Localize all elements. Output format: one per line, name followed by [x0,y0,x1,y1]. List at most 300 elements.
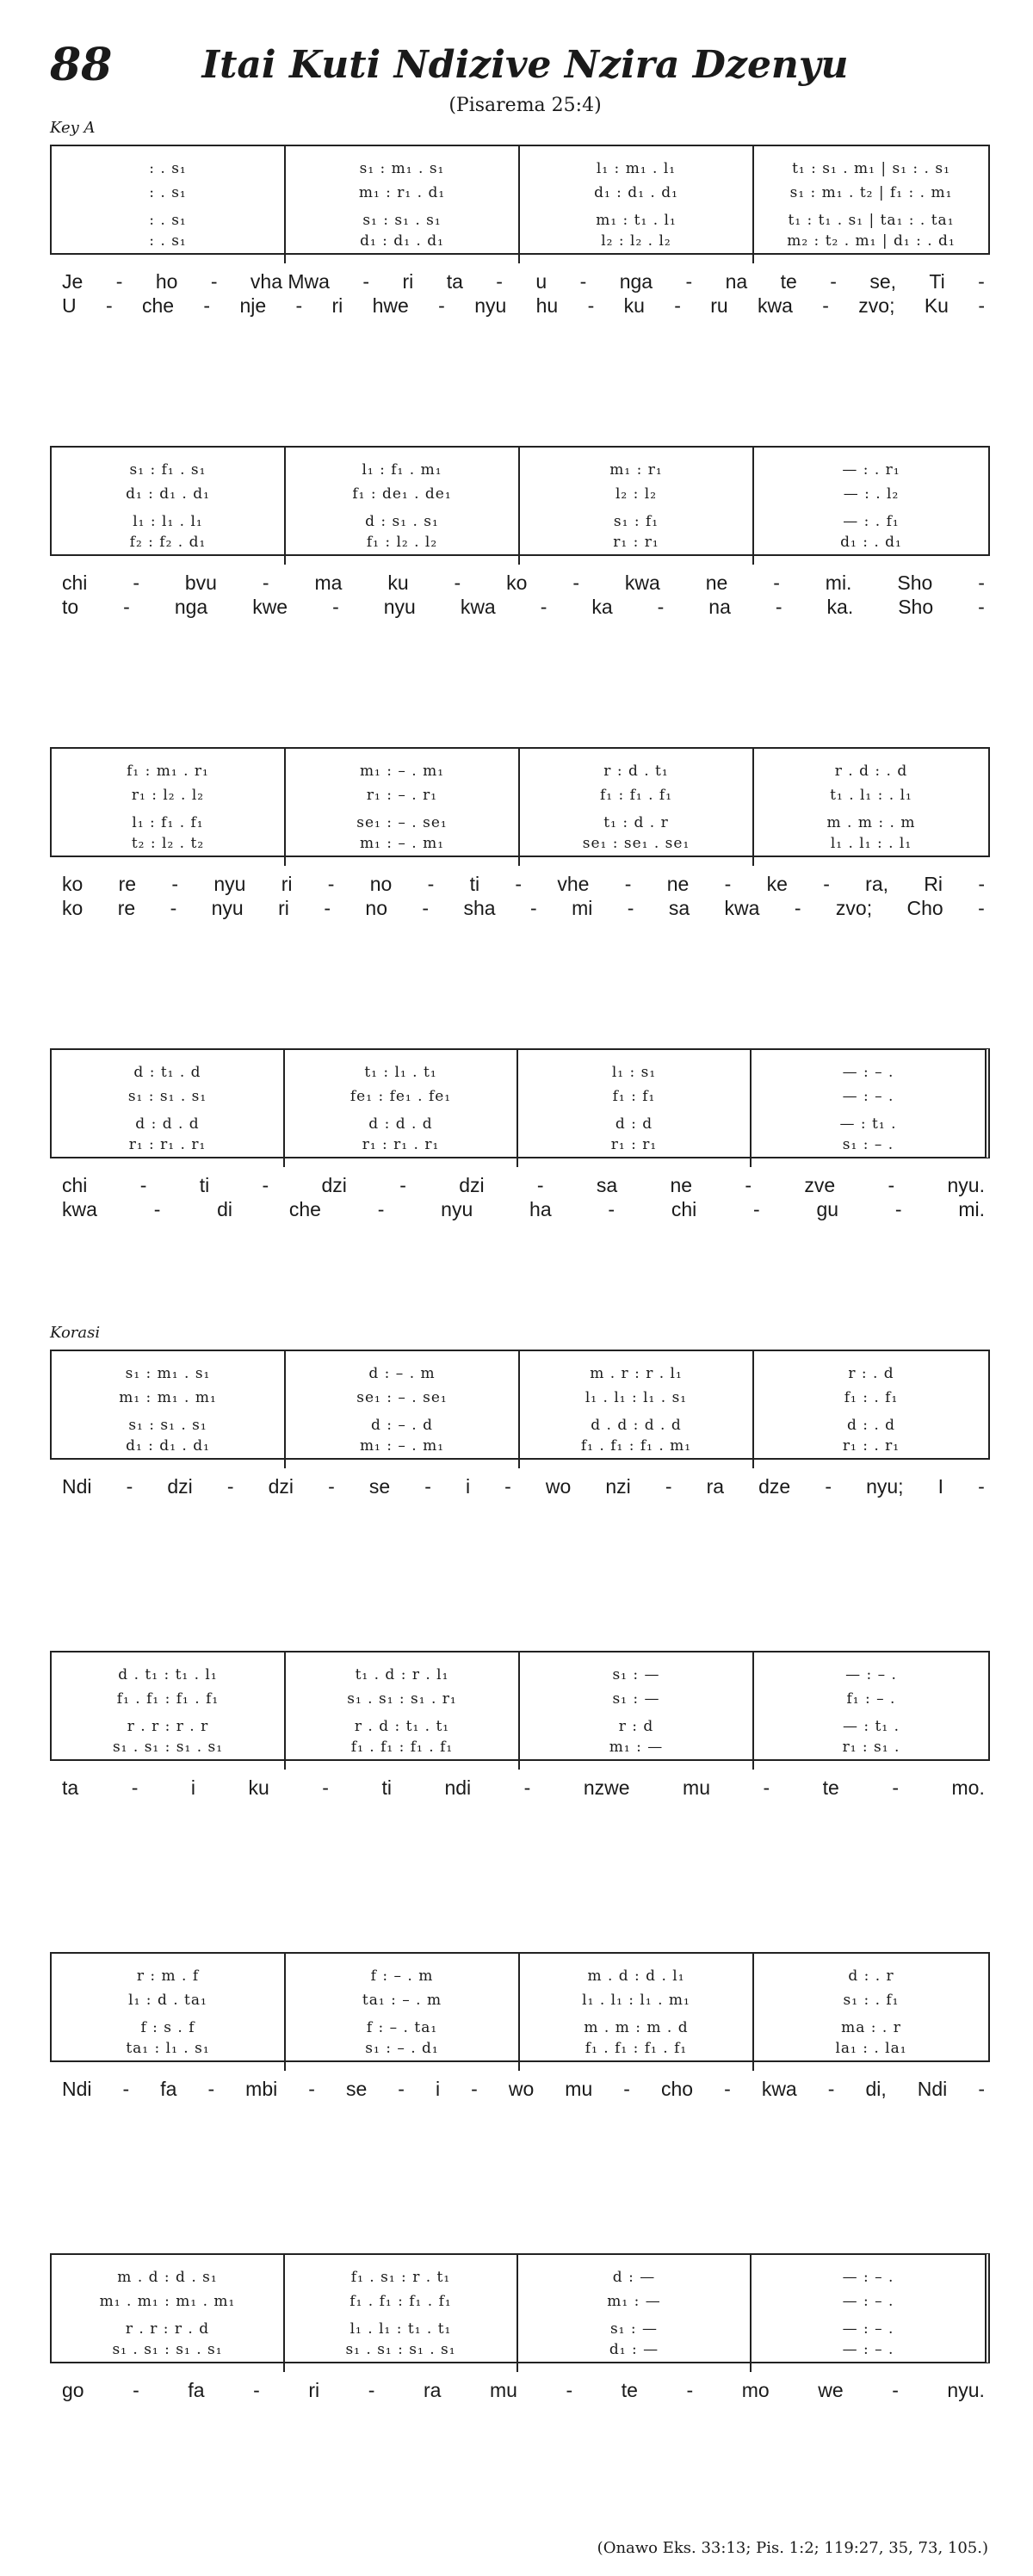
tonic-solfa-system [50,1952,990,2062]
voice-part: f₁ : f₁ [612,1088,656,1105]
voice-part: s₁ : m₁ . t₂ | f₁ : . m₁ [789,184,953,201]
lyric-line [62,1475,985,1498]
lyric-syllable: ke [766,873,788,895]
lyric-syllable: - [540,596,547,618]
lyric-syllable: ru [710,294,728,317]
lyric-syllable: - [892,1776,900,1799]
voice-part: d₁ : d₁ . d₁ [126,1437,210,1455]
lyric-syllable: ne [666,873,690,895]
lyric-syllable: - [471,2078,478,2100]
lyric-syllable: - [328,1475,335,1498]
voice-part: r₁ : r₁ . r₁ [128,1136,207,1153]
voice-part: s₁ : – . d₁ [365,2040,439,2057]
voice-part: f₁ . f₁ : f₁ . f₁ [116,1690,220,1708]
voice-part: l₂ : l₂ . l₂ [601,232,671,250]
lyric-syllable: - [253,2379,260,2401]
lyric-syllable: U [62,294,77,317]
lyric-syllable: cho [660,2078,694,2100]
lyric-syllable: Ndi [62,1475,92,1498]
voice-part: f₁ . f₁ : f₁ . m₁ [580,1437,692,1455]
lyric-syllable: - [523,1776,531,1799]
voice-part: s₁ : f₁ . s₁ [129,461,207,479]
voice-part: d : t₁ . d [133,1064,201,1081]
lyric-syllable: nyu [441,1198,473,1220]
voice-part: f : – . m [370,1968,434,1985]
lyric-syllable: - [153,1198,161,1220]
tonic-solfa-system [50,747,990,857]
voice-part: f₁ : . f₁ [844,1389,899,1406]
voice-part: m₁ : r₁ . d₁ [358,184,446,201]
lyric-syllable: ma [314,571,343,594]
lyric-syllable: ti [199,1174,210,1196]
lyric-syllable: - [579,270,587,293]
lyric-syllable: - [399,1174,406,1196]
measure [285,1050,518,1167]
lyric-syllable: ko [62,897,84,919]
lyric-syllable: che [141,294,175,317]
voice-part: f : – . ta₁ [366,2019,438,2036]
lyric-syllable: hu [535,294,559,317]
lyric-syllable: Cho [906,897,943,919]
lyric-syllable: ne [705,571,728,594]
scripture-references: (Onawo Eks. 33:13; Pis. 1:2; 119:27, 35, 73, 105.) [597,2539,988,2557]
measure [285,2255,518,2372]
lyric-syllable: ku [387,571,409,594]
lyric-syllable: nyu. [947,1174,985,1196]
voice-part: d : d . d [368,1115,433,1133]
voice-part: m₁ : t₁ . l₁ [596,212,677,229]
lyric-syllable: dzi [167,1475,193,1498]
voice-part: fe₁ : fe₁ . fe₁ [349,1088,452,1105]
lyric-syllable: - [773,571,780,594]
lyric-syllable: ko [506,571,528,594]
lyric-syllable: - [827,2078,835,2100]
lyric-syllable: - [105,294,113,317]
lyric-syllable: mi. [958,1198,985,1220]
lyric-syllable: nga [619,270,653,293]
voice-part: l₁ : s₁ [611,1064,657,1081]
voice-part: r₁ : . r₁ [842,1437,900,1455]
measure [286,749,520,866]
lyric-syllable: - [262,1174,269,1196]
voice-part: : . s₁ [149,232,187,250]
lyric-syllable: dze [758,1475,791,1498]
lyric-syllable: mo. [951,1776,985,1799]
key-label: Key A [50,119,96,137]
lyric-syllable: - [171,873,179,895]
tonic-solfa-system [50,1651,990,1761]
lyric-syllable: ri [331,294,343,317]
lyric-syllable: dzi [321,1174,347,1196]
voice-part: m₁ : – . m₁ [359,835,445,852]
lyric-line [62,2379,985,2402]
lyric-syllable: Ti [929,270,945,293]
voice-part: f₁ . f₁ : f₁ . f₁ [585,2040,688,2057]
voice-part: t₁ : d . r [603,814,669,831]
lyric-syllable: - [627,897,634,919]
lyric-syllable: - [133,2379,139,2401]
voice-part: r₁ : l₂ . l₂ [131,787,205,804]
voice-part: l₁ . l₁ : t₁ . t₁ [349,2320,452,2338]
lyric-syllable: - [529,897,537,919]
lyric-syllable: che [288,1198,321,1220]
lyric-syllable: dzi [459,1174,485,1196]
measure [286,448,520,565]
lyric-line [62,294,985,318]
lyric-syllable: i [465,1475,471,1498]
voice-part: d : – . m [368,1365,436,1382]
lyric-syllable: nyu [383,596,416,618]
lyric-syllable: - [324,897,331,919]
lyric-syllable: - [724,873,732,895]
voice-part: f : s . f [140,2019,195,2036]
lyric-syllable: ku [248,1776,269,1799]
lyric-syllable: - [624,873,632,895]
voice-part: ta₁ : l₁ . s₁ [126,2040,210,2057]
lyric-syllable: - [823,873,830,895]
lyric-syllable: - [327,873,335,895]
lyric-syllable: mu [683,1776,710,1799]
voice-part: — : – . [842,2341,894,2358]
lyric-syllable: - [368,2379,375,2401]
tonic-solfa-system [50,1350,990,1460]
voice-part: s₁ : s₁ . s₁ [362,212,442,229]
lyric-syllable: re [118,873,137,895]
lyric-syllable: - [978,294,985,317]
lyric-syllable: ri [281,873,293,895]
voice-part: : . s₁ [149,160,187,177]
lyric-syllable: ra [706,1475,725,1498]
lyric-syllable: mbi [245,2078,278,2100]
lyric-syllable: - [657,596,665,618]
measure [286,1954,520,2071]
voice-part: m₁ : – . m₁ [359,1437,445,1455]
lyric-syllable: - [674,294,681,317]
lyric-syllable: mo [741,2379,770,2401]
lyric-syllable: - [126,1475,133,1498]
voice-part: d . d : d . d [591,1417,682,1434]
lyric-syllable: se, [869,270,896,293]
measure [52,2255,285,2372]
voice-part: s₁ : m₁ . s₁ [125,1365,211,1382]
voice-part: l₂ : l₂ [615,485,658,503]
voice-part: m . r : r . l₁ [590,1365,683,1382]
lyric-syllable: - [122,2078,130,2100]
lyric-syllable: te [621,2379,638,2401]
voice-part: l₁ . l₁ : l₁ . m₁ [582,1992,690,2009]
lyric-syllable: - [978,270,985,293]
voice-part: — : – . [845,1666,897,1683]
voice-part: m₁ : m₁ . m₁ [119,1389,217,1406]
lyric-syllable: ra, [865,873,888,895]
measure [754,146,988,263]
tonic-solfa-system [50,2253,990,2363]
lyric-syllable: - [332,596,339,618]
voice-part: s₁ . s₁ : s₁ . s₁ [112,1739,224,1756]
lyric-syllable: - [608,1198,615,1220]
lyric-syllable: dzi [268,1475,294,1498]
lyric-syllable: Sho [898,596,934,618]
voice-part: r : . d [848,1365,894,1382]
lyric-syllable: - [830,270,837,293]
voice-part: — : t₁ . [839,1115,897,1133]
lyric-syllable: se [368,1475,391,1498]
voice-part: f₁ : m₁ . r₁ [127,763,209,780]
lyric-syllable: - [685,270,693,293]
lyric-syllable: i [436,2078,441,2100]
lyric-syllable: - [210,270,218,293]
lyric-syllable: vhe [557,873,590,895]
voice-part: l₁ : l₁ . l₁ [133,513,203,530]
lyric-syllable: - [115,270,123,293]
lyric-syllable: - [262,571,269,594]
lyric-syllable: - [123,596,130,618]
lyric-syllable: - [536,1174,544,1196]
lyric-syllable: Sho [897,571,933,594]
lyric-syllable: te [822,1776,839,1799]
voice-part: d₁ : d₁ . d₁ [594,184,678,201]
measure [52,1954,286,2071]
lyric-syllable: di [217,1198,233,1220]
measure [52,448,286,565]
voice-part: f₁ : de₁ . de₁ [352,485,452,503]
lyric-syllable: Je [62,270,84,293]
measure [520,1351,754,1468]
lyric-syllable: - [978,897,985,919]
voice-part: t₂ : l₂ . t₂ [131,835,205,852]
hymn-number: 88 [50,39,113,91]
voice-part: l₁ : d . ta₁ [128,1992,207,2009]
lyric-syllable: zvo; [858,294,895,317]
lyric-syllable: ndi [444,1776,472,1799]
chorus-label: Korasi [50,1324,101,1342]
lyric-syllable: ho [155,270,178,293]
lyric-syllable: - [587,294,595,317]
lyric-syllable: - [775,596,782,618]
voice-part: f₁ . f₁ : f₁ . f₁ [349,2293,452,2310]
voice-part: se₁ : se₁ . se₁ [582,835,690,852]
lyric-syllable: ri [278,897,289,919]
voice-part: — : . l₂ [843,485,900,503]
lyric-syllable: mu [489,2379,517,2401]
lyric-syllable: - [170,897,177,919]
lyric-syllable: kwe [252,596,288,618]
lyric-syllable: ti [381,1776,392,1799]
lyric-syllable: nzwe [583,1776,630,1799]
hymn-subtitle: (Pisarema 25:4) [448,95,602,116]
lyric-syllable: ne [670,1174,693,1196]
voice-part: r . r : r . d [125,2320,210,2338]
lyric-syllable: ra [423,2379,442,2401]
lyric-syllable: chi [62,1174,88,1196]
voice-part: s₁ : — [612,1666,660,1683]
lyric-syllable: fa [188,2379,205,2401]
lyric-line [62,873,985,896]
voice-part: d . t₁ : t₁ . l₁ [118,1666,218,1683]
lyric-syllable: nyu [213,873,246,895]
lyric-syllable: - [888,1174,895,1196]
lyric-syllable: kwa [724,897,760,919]
lyric-syllable: - [207,2078,215,2100]
lyric-syllable: sha [463,897,496,919]
measure [520,448,754,565]
measure [754,448,988,565]
lyric-syllable: - [362,270,370,293]
lyric-syllable: Ndi [917,2078,948,2100]
measure [286,1351,520,1468]
voice-part: s₁ : — [609,2320,659,2338]
voice-part: t₁ : t₁ . s₁ | ta₁ : . ta₁ [788,212,955,229]
lyric-syllable: hwe [372,294,409,317]
voice-part: la₁ : . la₁ [835,2040,907,2057]
voice-part: d : d [615,1115,653,1133]
lyric-syllable: - [724,2078,731,2100]
measure [286,1652,520,1770]
voice-part: l₁ : f₁ . m₁ [362,461,442,479]
voice-part: s₁ : . f₁ [843,1992,900,2009]
voice-part: r . d : t₁ . t₁ [354,1718,450,1735]
lyric-syllable: - [515,873,523,895]
voice-part: d : . d [846,1417,896,1434]
lyric-syllable: re [117,897,136,919]
lyric-syllable: ku [623,294,645,317]
voice-part: r : d [618,1718,654,1735]
voice-part: d₁ : d₁ . d₁ [360,232,444,250]
lyric-syllable: sa [668,897,690,919]
voice-part: l₁ : f₁ . f₁ [132,814,204,831]
lyric-syllable: ko [62,873,84,895]
measure [754,749,988,866]
voice-part: d : – . d [370,1417,433,1434]
voice-part: m₂ : t₂ . m₁ | d₁ : . d₁ [787,232,956,250]
lyric-syllable: Ku [924,294,949,317]
lyric-syllable: Ri [924,873,943,895]
lyric-syllable: - [566,2379,573,2401]
lyric-line [62,1776,985,1800]
voice-part: ta₁ : – . m [362,1992,442,2009]
voice-part: ma : . r [841,2019,901,2036]
measure [52,1652,286,1770]
voice-part: s₁ . s₁ : s₁ . s₁ [112,2341,223,2358]
voice-part: s₁ . s₁ : s₁ . s₁ [345,2341,456,2358]
lyric-syllable: - [822,294,829,317]
lyric-syllable: vha Mwa [250,270,330,293]
voice-part: d : — [612,2269,656,2286]
lyric-syllable: - [753,1198,760,1220]
voice-part: f₁ . s₁ : r . t₁ [350,2269,451,2286]
voice-part: r . r : r . r [127,1718,209,1735]
lyric-syllable: go [62,2379,84,2401]
voice-part: s₁ : – . [842,1136,894,1153]
lyric-syllable: ri [402,270,414,293]
lyric-syllable: - [665,1475,672,1498]
lyric-syllable: - [623,2078,630,2100]
lyric-syllable: ka. [826,596,854,618]
voice-part: — : – . [842,1064,894,1081]
voice-part: l₁ : m₁ . l₁ [596,160,677,177]
voice-part: d : s₁ . s₁ [365,513,439,530]
lyric-syllable: - [825,1475,832,1498]
lyric-syllable: - [978,2078,985,2100]
lyric-syllable: - [894,1198,902,1220]
voice-part: l₁ . l₁ : . l₁ [830,835,912,852]
lyric-syllable: kwa [62,1198,97,1220]
voice-part: t₁ . d : r . l₁ [355,1666,449,1683]
voice-part: m₁ : — [609,1739,664,1756]
tonic-solfa-system [50,145,990,255]
voice-part: l₁ . l₁ : l₁ . s₁ [585,1389,688,1406]
voice-part: se₁ : – . se₁ [356,814,448,831]
lyric-syllable: ta [62,1776,79,1799]
lyric-syllable: chi [62,571,88,594]
lyric-syllable: kwa [758,294,793,317]
lyric-syllable: i [190,1776,195,1799]
lyric-syllable: nga [174,596,208,618]
lyric-syllable: fa [160,2078,177,2100]
lyric-syllable: - [139,1174,147,1196]
lyric-syllable: kwa [761,2078,797,2100]
lyric-syllable: - [794,897,801,919]
voice-part: — : . f₁ [843,513,900,530]
lyric-syllable: se [345,2078,368,2100]
measure [518,2255,752,2372]
lyric-syllable: - [422,897,430,919]
measure [52,1050,285,1167]
lyric-syllable: chi [671,1198,697,1220]
lyric-syllable: - [203,294,211,317]
measure [520,1652,754,1770]
voice-part: se₁ : – . se₁ [356,1389,448,1406]
lyric-line [62,270,985,293]
lyric-syllable: bvu [184,571,217,594]
voice-part: d : d . d [135,1115,200,1133]
measure [752,2255,985,2372]
voice-part: : . s₁ [149,212,187,229]
tonic-solfa-system [50,446,990,556]
voice-part: — : t₁ . [843,1718,900,1735]
lyric-syllable: - [745,1174,752,1196]
measure [754,1351,988,1468]
lyric-syllable: - [226,1475,234,1498]
lyric-syllable: - [424,1475,431,1498]
voice-part: r : m . f [136,1968,200,1985]
voice-part: d₁ : d₁ . d₁ [126,485,210,503]
lyric-syllable: - [504,1475,511,1498]
lyric-syllable: - [978,596,985,618]
voice-part: r₁ : – . r₁ [366,787,438,804]
voice-part: m . m : m . d [584,2019,689,2036]
voice-part: m . m : . m [826,814,916,831]
voice-part: s₁ : f₁ [613,513,659,530]
lyric-syllable: zve [804,1174,836,1196]
lyric-syllable: - [308,2078,315,2100]
lyric-line [62,596,985,619]
lyric-syllable: nje [239,294,267,317]
lyric-syllable: no [369,873,393,895]
lyric-line [62,2078,985,2101]
lyric-syllable: Ndi [62,2078,92,2100]
voice-part: — : – . [842,2293,894,2310]
lyric-syllable: mi [572,897,593,919]
voice-part: s₁ : s₁ . s₁ [127,1088,207,1105]
lyric-syllable: - [892,2379,899,2401]
measure [520,146,754,263]
voice-part: — : . r₁ [842,461,900,479]
lyric-syllable: - [978,571,985,594]
lyric-syllable: - [133,571,139,594]
lyric-syllable: nyu; [866,1475,904,1498]
lyric-syllable: - [496,270,503,293]
